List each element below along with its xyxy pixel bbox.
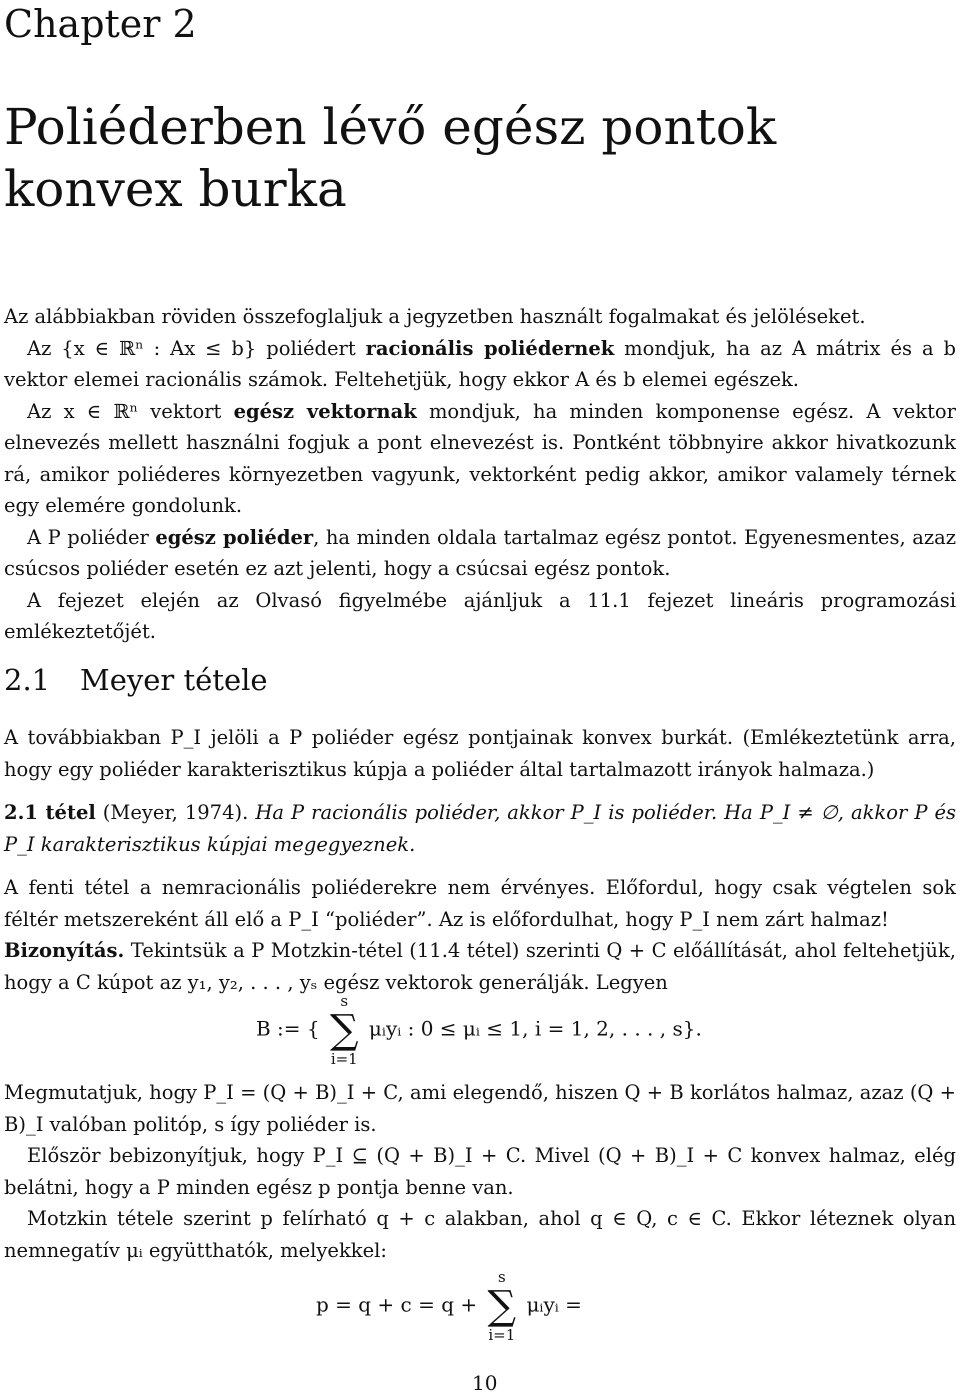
- equation-lhs: B := {: [256, 1016, 320, 1041]
- equation-rhs: μᵢyᵢ =: [526, 1292, 582, 1317]
- page-number: 10: [472, 1371, 498, 1395]
- summation-symbol: [330, 992, 359, 1068]
- section-title: Meyer tétele: [80, 663, 268, 697]
- equation-lhs: p = q + c = q +: [316, 1292, 478, 1317]
- proof-text: Tekintsük a P Motzkin-tétel (11.4 tétel) szerinti Q + C előállítását, ahol feltehetjük, hogy a C kúpot az y₁, y₂, . . . , yₛ egész vektorok generálják. Legyen: [4, 939, 956, 994]
- intro-paragraph-3: [4, 396, 956, 522]
- theorem-statement: Ha P racionális poliéder, akkor P_I is poliéder. Ha P_I ≠ ∅, akkor P és P_I karakterisztikus kúpjai megegyeznek.: [4, 801, 957, 856]
- proof-paragraph: [4, 935, 956, 998]
- summation-symbol: [488, 1268, 517, 1344]
- intro-p4-end: , ha minden oldala tartalmaz egész pontot. Egyenesmentes, azaz csúcsos poliéder esetén ez azt jelenti, hogy a csúcsai egész pontok.: [4, 525, 956, 580]
- intro-paragraph-5: A fejezet elején az Olvasó figyelmébe ajánljuk a 11.1 fejezet lineáris programozási emlékeztetőjét.: [4, 588, 956, 643]
- sigma-icon: ∑: [487, 1283, 517, 1329]
- equation-b-definition: [256, 992, 702, 1068]
- intro-paragraph-4: [4, 522, 956, 585]
- sum-lower-limit: i=1: [488, 1326, 516, 1344]
- theorem-label: 2.1 tétel: [4, 801, 96, 824]
- intro-p4-start: A P poliéder: [27, 525, 156, 549]
- intro-p2-start: Az {x ∈ ℝⁿ : Ax ≤ b} poliédert: [27, 336, 366, 360]
- term-integer-polyhedron: egész poliéder: [155, 525, 314, 549]
- intro-p3-end: mondjuk, ha minden komponense egész. A vektor elnevezés mellett használni fogjuk a pont elnevezést is. Pontként többnyire akkor hivatkozunk rá, amikor poliéderes környezetben vagyunk, vektorként pedig akkor, amikor valamely térnek egy elemére gondolunk.: [4, 399, 956, 517]
- equation-p-decomposition: [316, 1268, 582, 1344]
- sum-upper-limit: s: [497, 1268, 506, 1286]
- proof-continuation: [4, 1077, 956, 1266]
- term-rational-polyhedron: racionális poliédernek: [365, 336, 615, 360]
- proof-label: Bizonyítás.: [4, 939, 125, 962]
- chapter-title: Poliéderben lévő egész pontok konvex burka: [4, 98, 777, 218]
- intro-p3-start: Az x ∈ ℝⁿ vektort: [27, 399, 234, 423]
- intro-paragraph-2: [4, 333, 956, 396]
- section-paragraph-1: A továbbiakban P_I jelöli a P poliéder egész pontjainak konvex burkát. (Emlékeztetünk arra, hogy egy poliéder karakterisztikus kúpja a poliéder által tartalmazott irányok halmaza.): [4, 726, 956, 781]
- theorem: [4, 797, 956, 860]
- theorem-reference: (Meyer, 1974).: [95, 801, 256, 824]
- section-heading: [4, 660, 268, 700]
- proof-paragraph-3: Először bebizonyítjuk, hogy P_I ⊆ (Q + B)_I + C. Mivel (Q + B)_I + C konvex halmaz, elég belátni, hogy a P minden egész p pontja benne van.: [4, 1144, 956, 1199]
- intro-p2-end: mondjuk, ha az A mátrix és a b vektor elemei racionális számok. Feltehetjük, hogy ekkor A és b elemei egészek.: [4, 336, 956, 391]
- section-text: [4, 722, 956, 998]
- intro-paragraph-1: Az alábbiakban röviden összefoglaljuk a jegyzetben használt fogalmakat és jelöléseket.: [4, 305, 866, 328]
- section-paragraph-2: A fenti tétel a nemracionális poliéderekre nem érvényes. Előfordul, hogy csak végtelen sok féltér metszereként áll elő a P_I “poliéder”. Az is előfordulhat, hogy P_I nem zárt halmaz!: [4, 876, 956, 931]
- section-number: 2.1: [4, 663, 51, 697]
- proof-paragraph-2: Megmutatjuk, hogy P_I = (Q + B)_I + C, ami elegendő, hiszen Q + B korlátos halmaz, azaz (Q + B)_I valóban politóp, s így poliéder is.: [4, 1081, 956, 1136]
- proof-paragraph-4: Motzkin tétele szerint p felírható q + c alakban, ahol q ∈ Q, c ∈ C. Ekkor léteznek olyan nemnegatív μᵢ együtthatók, melyekkel:: [4, 1207, 956, 1262]
- sigma-icon: ∑: [330, 1007, 359, 1053]
- equation-rhs: μᵢyᵢ : 0 ≤ μᵢ ≤ 1, i = 1, 2, . . . , s}.: [368, 1016, 702, 1041]
- chapter-label: Chapter 2: [4, 2, 197, 46]
- sum-upper-limit: s: [340, 992, 349, 1010]
- intro-text: [4, 301, 956, 648]
- term-integer-vector: egész vektornak: [233, 399, 417, 423]
- sum-lower-limit: i=1: [330, 1050, 358, 1068]
